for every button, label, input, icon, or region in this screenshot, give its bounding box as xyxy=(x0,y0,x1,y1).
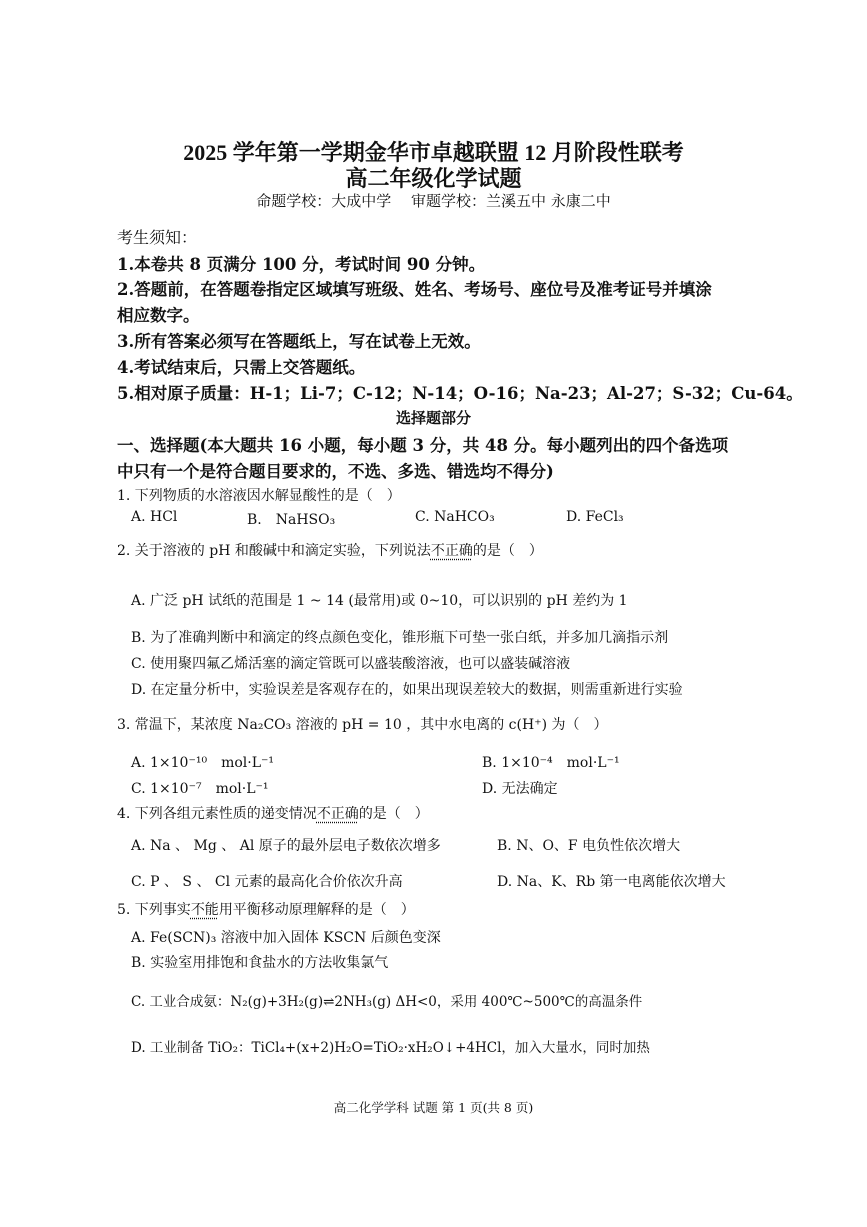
notice-item-1: 1.本卷共 8 页满分 100 分，考试时间 90 分钟。 xyxy=(117,255,486,274)
question-4-stem-pre: 4. 下列各组元素性质的递变情况 xyxy=(117,806,317,822)
question-2-stem xyxy=(117,540,543,560)
exam-schools: 命题学校：大成中学 审题学校：兰溪五中 永康二中 xyxy=(256,192,611,210)
question-5-option-d: D. 工业制备 TiO₂：TiCl₄+(x+2)H₂O=TiO₂·xH₂O↓+4HCl，加入大量水，同时加热 xyxy=(131,1040,650,1056)
question-1-option-d: D. FeCl₃ xyxy=(566,509,624,525)
question-5-option-b: B. 实验室用排饱和食盐水的方法收集氯气 xyxy=(131,955,389,971)
question-1-stem: 1. 下列物质的水溶液因水解显酸性的是（ ） xyxy=(117,488,401,504)
notice-item-2-cont: 相应数字。 xyxy=(117,306,200,325)
notice-item-4: 4.考试结束后，只需上交答题纸。 xyxy=(117,358,366,377)
question-3-stem: 3. 常温下，某浓度 Na₂CO₃ 溶液的 pH = 10 ，其中水电离的 c(H⁺) 为（ ） xyxy=(117,717,608,733)
notice-heading: 考生须知： xyxy=(117,228,198,247)
question-3-option-a: A. 1×10⁻¹⁰ mol·L⁻¹ xyxy=(131,755,275,771)
question-1-option-a: A. HCl xyxy=(131,509,178,525)
question-5-option-c: C. 工业合成氨：N₂(g)+3H₂(g)⇌2NH₃(g) ΔH<0，采用 400℃~500℃的高温条件 xyxy=(131,994,643,1010)
question-2-stem-emphasis: 不正确 xyxy=(430,543,473,559)
section-title: 选择题部分 xyxy=(395,409,471,427)
question-5-option-a: A. Fe(SCN)₃ 溶液中加入固体 KSCN 后颜色变深 xyxy=(131,930,441,946)
section-instruction-2: 中只有一个是符合题目要求的，不选、多选、错选均不得分) xyxy=(117,462,554,481)
page-footer: 高二化学学科 试题 第 1 页(共 8 页) xyxy=(333,1100,534,1115)
question-5-stem-post: 用平衡移动原理解释的是（ ） xyxy=(218,902,415,918)
question-2-option-b: B. 为了准确判断中和滴定的终点颜色变化，锥形瓶下可垫一张白纸，并多加几滴指示剂 xyxy=(131,630,669,646)
question-4-option-d: D. Na、K、Rb 第一电离能依次增大 xyxy=(497,874,726,890)
section-instruction-1: 一、选择题(本大题共 16 小题，每小题 3 分，共 48 分。每小题列出的四个备选项 xyxy=(117,436,729,455)
question-4-stem xyxy=(117,803,429,823)
question-2-option-c: C. 使用聚四氟乙烯活塞的滴定管既可以盛装酸溶液，也可以盛装碱溶液 xyxy=(131,656,571,672)
question-2-option-a: A. 广泛 pH 试纸的范围是 1 ~ 14 (最常用)或 0~10，可以识别的 pH 差约为 1 xyxy=(131,593,628,609)
notice-item-5: 5.相对原子质量：H-1；Li-7；C-12；N-14；O-16；Na-23；Al-27；S-32；Cu-64。 xyxy=(117,384,803,403)
question-2-option-d: D. 在定量分析中，实验误差是客观存在的，如果出现误差较大的数据，则需重新进行实验 xyxy=(131,682,683,698)
question-5-stem xyxy=(117,899,415,919)
question-3-option-d: D. 无法确定 xyxy=(482,781,558,797)
question-4-stem-emphasis: 不正确 xyxy=(316,806,359,822)
exam-title-line2: 高二年级化学试题 xyxy=(345,166,522,191)
question-4-option-b: B. N、O、F 电负性依次增大 xyxy=(497,838,681,854)
question-5-stem-emphasis: 不能 xyxy=(190,902,219,918)
question-2-stem-pre: 2. 关于溶液的 pH 和酸碱中和滴定实验，下列说法 xyxy=(117,543,431,559)
question-4-stem-post: 的是（ ） xyxy=(358,806,429,822)
notice-item-2: 2.答题前，在答题卷指定区域填写班级、姓名、考场号、座位号及准考证号并填涂 xyxy=(117,280,712,299)
question-3-option-c: C. 1×10⁻⁷ mol·L⁻¹ xyxy=(131,781,269,797)
question-5-stem-pre: 5. 下列事实 xyxy=(117,902,191,918)
exam-title-line1: 2025 学年第一学期金华市卓越联盟 12 月阶段性联考 xyxy=(183,140,684,165)
question-4-option-a: A. Na 、 Mg 、 Al 原子的最外层电子数依次增多 xyxy=(131,838,441,854)
question-1-option-c: C. NaHCO₃ xyxy=(415,509,495,525)
notice-item-3: 3.所有答案必须写在答题纸上，写在试卷上无效。 xyxy=(117,332,481,351)
question-4-option-c: C. P 、 S 、 Cl 元素的最高化合价依次升高 xyxy=(131,874,403,890)
question-2-stem-post: 的是（ ） xyxy=(472,543,543,559)
question-1-option-b: B. NaHSO₃ xyxy=(247,512,336,528)
question-3-option-b: B. 1×10⁻⁴ mol·L⁻¹ xyxy=(482,755,620,771)
